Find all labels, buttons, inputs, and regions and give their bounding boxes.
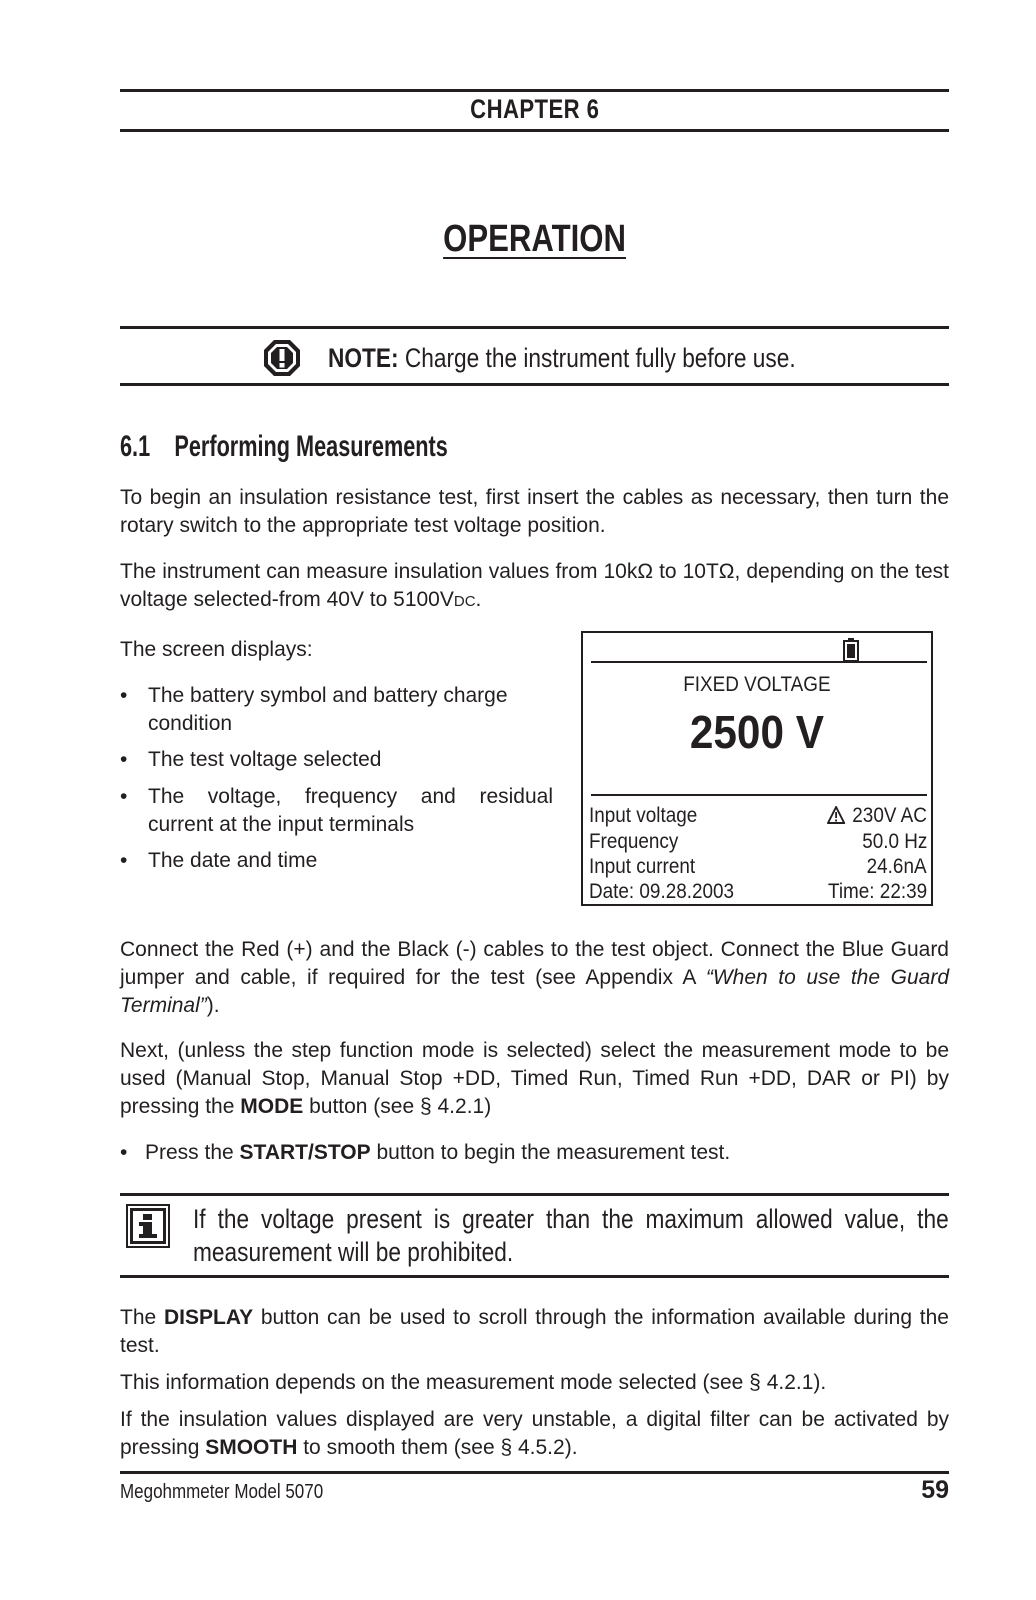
bullet-dot: •: [120, 849, 128, 872]
lcd-row-label: Input current: [589, 855, 696, 878]
paragraph-intro: To begin an insulation resistance test, first insert the cables as necessary, then turn the rotary switch to the appropriate test voltage position.: [120, 486, 949, 537]
exclamation-warning-icon: [262, 338, 302, 378]
paragraph-connect: [120, 936, 949, 1020]
section-number: 6.1: [120, 430, 151, 463]
paragraph-mode-end: button (see § 4.2.1): [303, 1095, 492, 1118]
info-text: [193, 1203, 949, 1269]
lcd-row-value-text: 230V AC: [852, 804, 927, 827]
chapter-top-rule: [120, 89, 949, 92]
list-item: [120, 682, 540, 738]
lcd-row: [589, 855, 927, 880]
chapter-bottom-rule: [120, 129, 949, 132]
note-body: Charge the instrument fully before use.: [398, 342, 796, 373]
bullet-dot: •: [120, 1141, 128, 1164]
screen-intro: The screen displays:: [120, 638, 313, 661]
note-text: [328, 343, 796, 374]
paragraph-range-text: The instrument can measure insulation values from 10kΩ to 10TΩ, depending on the test voltage selected-from 40V to 5100V: [120, 560, 949, 611]
paragraph-range-end: .: [475, 588, 482, 611]
bullet-text: The test voltage selected: [148, 748, 382, 771]
lcd-row-label: Input voltage: [589, 804, 698, 827]
footer-model-text: Megohmmeter Model 5070: [120, 1481, 324, 1503]
note-label: NOTE:: [328, 342, 399, 373]
start-stop-button-name: START/STOP: [239, 1141, 371, 1164]
paragraph-range: [120, 558, 949, 616]
battery-icon: [843, 638, 859, 662]
info-bottom-rule: [120, 1275, 949, 1278]
bullet-dot: •: [120, 785, 128, 808]
paragraph-info-mode: This information depends on the measurement mode selected (see § 4.2.1).: [120, 1371, 827, 1394]
note-box: [262, 338, 885, 378]
lcd-row-value: 50.0 Hz: [861, 830, 927, 853]
info-top-rule: [120, 1193, 949, 1196]
lcd-row-value: [827, 804, 927, 828]
chapter-label: [120, 94, 949, 125]
lcd-voltage-text: 2500 V: [689, 706, 825, 758]
footer-rule: [120, 1471, 949, 1474]
section-heading: [120, 430, 563, 464]
lcd-bottom-divider: [591, 794, 927, 796]
chapter-label-text: CHAPTER 6: [469, 94, 600, 124]
bullet-dot: •: [120, 748, 128, 771]
list-item: [120, 783, 553, 839]
page-title-text: OPERATION: [443, 218, 626, 260]
info-icon: [126, 1204, 170, 1248]
list-item: [120, 847, 553, 875]
paragraph-display-end: button can be used to scroll through the information available during the test.: [120, 1306, 949, 1357]
footer-model: [120, 1481, 359, 1504]
mode-button-name: MODE: [240, 1095, 304, 1118]
paragraph-connect-text: Connect the Red (+) and the Black (-) cables to the test object. Connect the Blue Guard jumper and cable, if required for the test (see Appendix A: [120, 938, 949, 989]
lcd-row: [589, 880, 927, 905]
bullet-text: The battery symbol and battery charge condition: [148, 684, 508, 735]
lcd-top-divider: [591, 661, 927, 663]
bullet-start-end: button to begin the measurement test.: [370, 1141, 731, 1164]
section-title: Performing Measurements: [174, 430, 448, 463]
info-text-content: If the voltage present is greater than the maximum allowed value, the measurement will be prohibited.: [193, 1204, 949, 1267]
page-title: [120, 218, 949, 261]
paragraph-smooth: [120, 1406, 949, 1462]
paragraph-display: [120, 1304, 949, 1360]
paragraph-smooth-end: to smooth them (see § 4.5.2).: [297, 1436, 578, 1459]
note-top-rule: [120, 326, 949, 329]
note-bottom-rule: [120, 383, 949, 386]
lcd-screen: [581, 631, 933, 906]
paragraph-connect-end: ).: [206, 994, 220, 1017]
bullet-dot: •: [120, 684, 128, 707]
bullet-text: The voltage, frequency and residual current at the input terminals: [148, 785, 553, 836]
paragraph-display-text: The: [120, 1306, 164, 1329]
warning-triangle-icon: [827, 806, 845, 824]
display-button-name: DISPLAY: [163, 1306, 254, 1329]
paragraph-mode: [120, 1037, 949, 1121]
bullet-text: The date and time: [148, 849, 318, 872]
list-item: [120, 1139, 949, 1167]
lcd-voltage: [583, 705, 931, 759]
list-item: [120, 746, 553, 774]
lcd-row: [589, 804, 927, 829]
appendix-reference: “When to use the Guard Terminal”: [120, 966, 949, 1017]
lcd-mode: [583, 673, 931, 697]
page-number: 59: [921, 1476, 949, 1504]
paragraph-smooth-text: If the insulation values displayed are very unstable, a digital filter can be activated by pressing: [120, 1408, 949, 1459]
paragraph-mode-text: Next, (unless the step function mode is selected) select the measurement mode to be used (Manual Stop, Manual Stop +DD, Timed Run, Timed Run +DD, DAR or PI) by pressing the: [120, 1039, 949, 1118]
bullet-text: [120, 1139, 949, 1167]
lcd-row-value: 24.6nA: [867, 855, 927, 878]
lcd-row-label: Date: 09.28.2003: [589, 880, 735, 903]
lcd-row-label: Frequency: [589, 830, 679, 853]
lcd-mode-text: FIXED VOLTAGE: [683, 673, 831, 696]
bullet-start-text: Press the: [145, 1141, 240, 1164]
lcd-row: [589, 830, 927, 855]
lcd-row-value: Time: 22:39: [827, 880, 927, 903]
dc-subscript: DC: [453, 593, 476, 610]
smooth-button-name: SMOOTH: [205, 1436, 298, 1459]
